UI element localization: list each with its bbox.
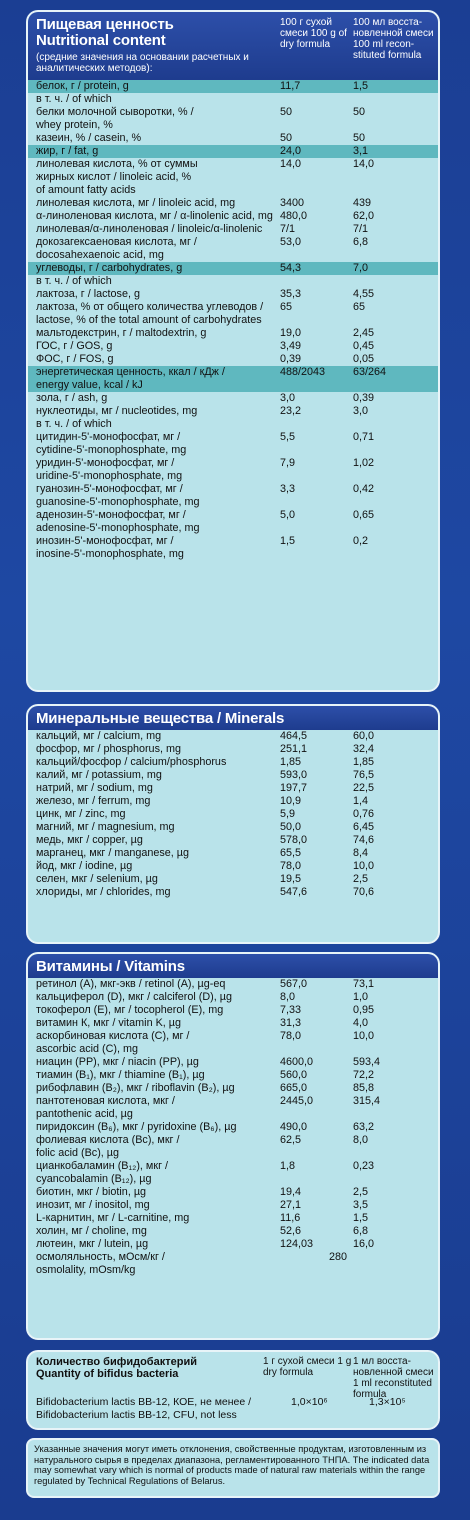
row-value-reconstituted: 1,5 [353, 80, 369, 92]
row-value-dry: 7,9 [280, 457, 296, 469]
table-row [28, 496, 438, 509]
row-label: йод, мкг / iodine, µg [36, 860, 133, 872]
row-value-reconstituted: 0,65 [353, 509, 375, 521]
table-row [28, 80, 438, 93]
row-value-dry: 19,4 [280, 1186, 302, 1198]
table-row [28, 1043, 438, 1056]
row-value-reconstituted: 60,0 [353, 730, 375, 742]
row-value-dry: 560,0 [280, 1069, 308, 1081]
row-label: белки молочной сыворотки, % / [36, 106, 194, 118]
row-value-reconstituted: 0,42 [353, 483, 375, 495]
table-row [28, 1212, 438, 1225]
vitamins-header [28, 954, 438, 978]
row-value-dry: 0,39 [280, 353, 302, 365]
row-label: нуклеотиды, мг / nucleotides, mg [36, 405, 198, 417]
row-value-dry: 50 [280, 106, 293, 118]
row-label: магний, мг / magnesium, mg [36, 821, 175, 833]
row-label: холин, мг / choline, mg [36, 1225, 147, 1237]
row-label: углеводы, г / carbohydrates, g [36, 262, 183, 274]
row-value-reconstituted: 2,5 [353, 1186, 369, 1198]
table-row [28, 1160, 438, 1173]
table-row [28, 483, 438, 496]
row-label: осмоляльность, мОсм/кг / [36, 1251, 165, 1263]
table-row [28, 93, 438, 106]
table-row [28, 1238, 438, 1251]
row-label: марганец, мкг / manganese, µg [36, 847, 190, 859]
table-row [28, 106, 438, 119]
row-value-dry: 3,49 [280, 340, 302, 352]
row-label: мальтодекстрин, г / maltodextrin, g [36, 327, 207, 339]
bifidus-value-reconstituted: 1,3×10⁵ [369, 1396, 406, 1408]
row-value-dry: 7/1 [280, 223, 296, 235]
row-value-dry: 53,0 [280, 236, 302, 248]
row-label: ретинол (А), мкг-экв / retinol (A), µg-eq [36, 978, 226, 990]
row-value-reconstituted: 2,5 [353, 873, 369, 885]
table-row [28, 236, 438, 249]
row-label: аскорбиновая кислота (С), мг / [36, 1030, 190, 1042]
row-value-dry: 23,2 [280, 405, 302, 417]
row-label: тиамин (B₁), мкг / thiamine (B₁), µg [36, 1069, 205, 1081]
vitamins-title: Витамины / Vitamins [36, 958, 185, 975]
row-label: в т. ч. / of which [36, 93, 112, 105]
minerals-table [28, 730, 438, 899]
row-value-dry: 593,0 [280, 769, 308, 781]
row-label: цианкобаламин (B₁₂), мкг / [36, 1160, 169, 1172]
row-label: adenosine-5'-monophosphate, mg [36, 522, 200, 534]
table-row [28, 119, 438, 132]
table-row [28, 210, 438, 223]
row-value-reconstituted: 63/264 [353, 366, 387, 378]
table-row [28, 978, 438, 991]
row-label: рибофлавин (B₂), мкг / riboflavin (B₂), µg [36, 1082, 235, 1094]
row-value-reconstituted: 0,76 [353, 808, 375, 820]
row-value-dry: 5,0 [280, 509, 296, 521]
row-label: зола, г / ash, g [36, 392, 108, 404]
row-value-reconstituted: 1,85 [353, 756, 375, 768]
row-value-dry: 2445,0 [280, 1095, 314, 1107]
row-value-dry: 480,0 [280, 210, 308, 222]
row-value-reconstituted: 22,5 [353, 782, 375, 794]
table-row [28, 379, 438, 392]
table-row [28, 847, 438, 860]
table-row [28, 1251, 438, 1264]
row-label: cyancobalamin (B₁₂), µg [36, 1173, 152, 1185]
row-value-dry: 54,3 [280, 262, 302, 274]
nutrition-title-ru: Пищевая ценность [36, 16, 174, 33]
row-value-reconstituted: 73,1 [353, 978, 375, 990]
row-value-reconstituted: 0,39 [353, 392, 375, 404]
row-label: калий, мг / potassium, mg [36, 769, 162, 781]
table-row [28, 548, 438, 561]
column-header-dry: 100 г сухой смеси 100 g of dry formula [280, 17, 347, 50]
row-label: железо, мг / ferrum, mg [36, 795, 151, 807]
row-label: ФОС, г / FOS, g [36, 353, 114, 365]
table-row [28, 535, 438, 548]
row-value-dry: 78,0 [280, 860, 302, 872]
row-value-dry: 567,0 [280, 978, 308, 990]
table-row [28, 834, 438, 847]
table-row [28, 327, 438, 340]
row-label: жир, г / fat, g [36, 145, 99, 157]
row-label: whey protein, % [36, 119, 113, 131]
row-label: of amount fatty acids [36, 184, 136, 196]
disclaimer-note: Указанные значения могут иметь отклонения, свойственные продуктам, изготовленным из натурального сырья в пределах диапазона, регламентированного ТНПА. The indicated data may somewhat vary which is normal of products made of natural raw materials within the range regulated by Technical Regulations of Belarus. [26, 1438, 440, 1498]
table-row [28, 756, 438, 769]
table-row [28, 405, 438, 418]
row-label: натрий, мг / sodium, mg [36, 782, 153, 794]
row-label: в т. ч. / of which [36, 418, 112, 430]
table-row [28, 1147, 438, 1160]
table-row [28, 1004, 438, 1017]
row-value-reconstituted: 7,0 [353, 262, 369, 274]
row-value-reconstituted: 50 [353, 106, 366, 118]
row-label: линолевая кислота, % от суммы [36, 158, 198, 170]
row-value-reconstituted: 3,0 [353, 405, 369, 417]
row-label: витамин К, мкг / vitamin K, µg [36, 1017, 182, 1029]
row-label: uridine-5'-monophosphate, mg [36, 470, 183, 482]
row-label: уридин-5'-монофосфат, мг / [36, 457, 175, 469]
row-value-reconstituted: 315,4 [353, 1095, 381, 1107]
row-value-dry: 3,3 [280, 483, 296, 495]
row-value-reconstituted: 4,55 [353, 288, 375, 300]
row-label: pantothenic acid, µg [36, 1108, 133, 1120]
table-row [28, 886, 438, 899]
table-row [28, 1069, 438, 1082]
row-label: ниацин (РР), мкг / niacin (PP), µg [36, 1056, 199, 1068]
row-label: кальций/фосфор / calcium/phosphorus [36, 756, 227, 768]
row-value-dry: 62,5 [280, 1134, 302, 1146]
table-row [28, 509, 438, 522]
row-value-reconstituted: 32,4 [353, 743, 375, 755]
row-label: инозин-5'-монофосфат, мг / [36, 535, 174, 547]
table-row [28, 249, 438, 262]
table-row [28, 782, 438, 795]
table-row [28, 1095, 438, 1108]
row-value-dry: 464,5 [280, 730, 308, 742]
table-row [28, 431, 438, 444]
row-value-dry: 488/2043 [280, 366, 326, 378]
row-value-reconstituted: 50 [353, 132, 366, 144]
row-value-dry: 5,9 [280, 808, 296, 820]
row-value-reconstituted: 0,23 [353, 1160, 375, 1172]
row-label: инозит, мг / inositol, mg [36, 1199, 150, 1211]
table-row [28, 132, 438, 145]
vitamins-panel [26, 952, 440, 1340]
row-label: биотин, мкг / biotin, µg [36, 1186, 147, 1198]
row-value-dry: 27,1 [280, 1199, 302, 1211]
row-value-dry: 7,33 [280, 1004, 302, 1016]
bifidus-title-en: Quantity of bifidus bacteria [36, 1368, 179, 1380]
table-row [28, 366, 438, 379]
row-label: кальций, мг / calcium, mg [36, 730, 162, 742]
table-row [28, 821, 438, 834]
row-value-dry: 1,5 [280, 535, 296, 547]
row-value-dry: 24,0 [280, 145, 302, 157]
table-row [28, 288, 438, 301]
table-row [28, 223, 438, 236]
row-value-dry: 31,3 [280, 1017, 302, 1029]
row-label: хлориды, мг / chlorides, mg [36, 886, 171, 898]
row-value-dry: 14,0 [280, 158, 302, 170]
row-label: жирных кислот / linoleic acid, % [36, 171, 192, 183]
row-value-reconstituted: 2,45 [353, 327, 375, 339]
row-value-dry: 50 [280, 132, 293, 144]
table-row [28, 314, 438, 327]
table-row [28, 262, 438, 275]
row-value-reconstituted: 0,05 [353, 353, 375, 365]
table-row [28, 769, 438, 782]
row-value-dry: 78,0 [280, 1030, 302, 1042]
row-value-reconstituted: 4,0 [353, 1017, 369, 1029]
table-row [28, 1199, 438, 1212]
table-row [28, 1134, 438, 1147]
row-value-reconstituted: 10,0 [353, 860, 375, 872]
row-label: guanosine-5'-monophosphate, mg [36, 496, 200, 508]
row-value-reconstituted: 6,8 [353, 236, 369, 248]
table-row [28, 353, 438, 366]
bifidus-row-label-en: Bifidobacterium lactis BB-12, CFU, not less [36, 1409, 237, 1421]
table-row [28, 808, 438, 821]
bifidus-value-dry: 1,0×10⁶ [291, 1396, 328, 1408]
row-value-dry: 19,0 [280, 327, 302, 339]
table-row [28, 1108, 438, 1121]
row-value-reconstituted: 63,2 [353, 1121, 375, 1133]
row-value-reconstituted: 14,0 [353, 158, 375, 170]
table-row [28, 171, 438, 184]
table-row [28, 197, 438, 210]
row-value-dry: 3400 [280, 197, 305, 209]
row-value-dry: 11,6 [280, 1212, 301, 1224]
row-value-dry: 578,0 [280, 834, 308, 846]
row-label: энергетическая ценность, ккал / кДж / [36, 366, 225, 378]
row-value-reconstituted: 70,6 [353, 886, 375, 898]
table-row [28, 991, 438, 1004]
table-row [28, 1186, 438, 1199]
row-value-reconstituted: 10,0 [353, 1030, 375, 1042]
row-value-dry: 280 [329, 1251, 348, 1263]
row-label: в т. ч. / of which [36, 275, 112, 287]
nutrition-table [28, 80, 438, 561]
minerals-title: Минеральные вещества / Minerals [36, 710, 285, 727]
row-label: цинк, мг / zinc, mg [36, 808, 126, 820]
row-value-reconstituted: 3,1 [353, 145, 369, 157]
row-value-reconstituted: 0,45 [353, 340, 375, 352]
table-row [28, 301, 438, 314]
row-value-dry: 35,3 [280, 288, 302, 300]
row-value-dry: 547,6 [280, 886, 308, 898]
row-value-reconstituted: 74,6 [353, 834, 375, 846]
bifidus-title-ru: Количество бифидобактерий [36, 1356, 197, 1368]
row-label: линолевая кислота, мг / linoleic acid, mg [36, 197, 236, 209]
row-label: lactose, % of the total amount of carbohydrates [36, 314, 262, 326]
row-label: селен, мкг / selenium, µg [36, 873, 158, 885]
row-label: folic acid (Bc), µg [36, 1147, 120, 1159]
row-value-reconstituted: 6,45 [353, 821, 375, 833]
row-value-reconstituted: 1,02 [353, 457, 375, 469]
row-value-dry: 5,5 [280, 431, 296, 443]
table-row [28, 1173, 438, 1186]
row-value-reconstituted: 1,4 [353, 795, 369, 807]
table-row [28, 1082, 438, 1095]
bifidus-column-dry: 1 г сухой смеси 1 g dry formula [263, 1356, 352, 1378]
row-value-reconstituted: 3,5 [353, 1199, 369, 1211]
row-label: кальциферол (D), мкг / calciferol (D), µg [36, 991, 232, 1003]
table-row [28, 184, 438, 197]
row-value-reconstituted: 1,0 [353, 991, 369, 1003]
row-value-dry: 11,7 [280, 80, 301, 92]
row-label: ГОС, г / GOS, g [36, 340, 113, 352]
row-value-dry: 10,9 [280, 795, 302, 807]
table-row [28, 457, 438, 470]
row-value-dry: 65 [280, 301, 293, 313]
row-label: ascorbic acid (C), mg [36, 1043, 138, 1055]
nutrition-header [28, 12, 438, 80]
row-value-dry: 4600,0 [280, 1056, 314, 1068]
table-row [28, 418, 438, 431]
row-value-dry: 490,0 [280, 1121, 308, 1133]
bifidus-row-label-ru: Bifidobacterium lactis BB-12, КОЕ, не менее / [36, 1396, 252, 1408]
column-header-reconstituted: 100 мл восста-новленной смеси 100 ml recon-stituted formula [353, 17, 434, 61]
row-value-dry: 65,5 [280, 847, 302, 859]
table-row [28, 1121, 438, 1134]
row-value-dry: 251,1 [280, 743, 308, 755]
row-label: docosahexaenoic acid, mg [36, 249, 164, 261]
row-value-dry: 1,85 [280, 756, 302, 768]
row-value-reconstituted: 8,4 [353, 847, 369, 859]
row-label: osmolality, mOsm/kg [36, 1264, 136, 1276]
row-value-reconstituted: 0,71 [353, 431, 375, 443]
row-label: пиридоксин (B₆), мкг / pyridoxine (B₆), µg [36, 1121, 237, 1133]
row-label: цитидин-5'-монофосфат, мг / [36, 431, 181, 443]
row-value-reconstituted: 85,8 [353, 1082, 375, 1094]
table-row [28, 873, 438, 886]
row-label: лактоза, г / lactose, g [36, 288, 140, 300]
row-label: гуанозин-5'-монофосфат, мг / [36, 483, 183, 495]
row-value-dry: 124,03 [280, 1238, 314, 1250]
row-label: cytidine-5'-monophosphate, mg [36, 444, 187, 456]
row-label: фосфор, мг / phosphorus, mg [36, 743, 181, 755]
row-label: L-карнитин, мг / L-carnitine, mg [36, 1212, 190, 1224]
row-value-reconstituted: 439 [353, 197, 372, 209]
row-value-reconstituted: 0,2 [353, 535, 369, 547]
row-label: пантотеновая кислота, мкг / [36, 1095, 175, 1107]
row-value-dry: 197,7 [280, 782, 308, 794]
row-value-reconstituted: 65 [353, 301, 366, 313]
row-value-reconstituted: 593,4 [353, 1056, 381, 1068]
row-label: казеин, % / casein, % [36, 132, 142, 144]
row-value-dry: 1,8 [280, 1160, 296, 1172]
row-label: фолиевая кислота (Bc), мкг / [36, 1134, 180, 1146]
table-row [28, 1225, 438, 1238]
bifidus-column-reconstituted: 1 мл восста-новленной смеси 1 ml reconstituted formula [353, 1356, 434, 1400]
row-label: лютеин, мкг / lutein, µg [36, 1238, 149, 1250]
row-label: лактоза, % от общего количества углеводов / [36, 301, 264, 313]
row-value-dry: 52,6 [280, 1225, 302, 1237]
nutrition-panel [26, 10, 440, 692]
table-row [28, 145, 438, 158]
table-row [28, 522, 438, 535]
row-label: α-линоленовая кислота, мг / α-linolenic acid, mg [36, 210, 273, 222]
row-label: токоферол (Е), мг / tocopherol (E), mg [36, 1004, 224, 1016]
table-row [28, 1056, 438, 1069]
row-value-reconstituted: 0,95 [353, 1004, 375, 1016]
nutrition-subtitle: (средние значения на основании расчетных и аналитических методов): [36, 52, 249, 74]
table-row [28, 1017, 438, 1030]
row-value-reconstituted: 8,0 [353, 1134, 369, 1146]
minerals-header [28, 706, 438, 730]
row-value-reconstituted: 7/1 [353, 223, 369, 235]
table-row [28, 444, 438, 457]
row-value-reconstituted: 1,5 [353, 1212, 369, 1224]
bifidus-panel [26, 1350, 440, 1430]
bifidus-header [28, 1352, 438, 1400]
row-value-dry: 8,0 [280, 991, 296, 1003]
row-label: линолевая/α-линоленовая / linoleic/α-linolenic [36, 223, 263, 235]
row-value-reconstituted: 16,0 [353, 1238, 375, 1250]
row-label: белок, г / protein, g [36, 80, 129, 92]
vitamins-table [28, 978, 438, 1277]
table-row [28, 470, 438, 483]
table-row [28, 730, 438, 743]
row-label: аденозин-5'-монофосфат, мг / [36, 509, 186, 521]
table-row [28, 275, 438, 288]
row-value-reconstituted: 62,0 [353, 210, 375, 222]
row-value-dry: 3,0 [280, 392, 296, 404]
minerals-panel [26, 704, 440, 944]
table-row [28, 340, 438, 353]
row-value-dry: 665,0 [280, 1082, 308, 1094]
table-row [28, 158, 438, 171]
table-row [28, 1264, 438, 1277]
row-label: energy value, kcal / kJ [36, 379, 143, 391]
nutrition-title-en: Nutritional content [36, 32, 166, 49]
row-value-reconstituted: 76,5 [353, 769, 375, 781]
row-value-dry: 19,5 [280, 873, 302, 885]
row-label: inosine-5'-monophosphate, mg [36, 548, 184, 560]
row-value-reconstituted: 6,8 [353, 1225, 369, 1237]
row-label: медь, мкг / copper, µg [36, 834, 143, 846]
table-row [28, 392, 438, 405]
row-value-reconstituted: 72,2 [353, 1069, 375, 1081]
table-row [28, 860, 438, 873]
row-value-dry: 50,0 [280, 821, 302, 833]
table-row [28, 1030, 438, 1043]
row-label: докозагексаеновая кислота, мг / [36, 236, 197, 248]
table-row [28, 743, 438, 756]
table-row [28, 795, 438, 808]
